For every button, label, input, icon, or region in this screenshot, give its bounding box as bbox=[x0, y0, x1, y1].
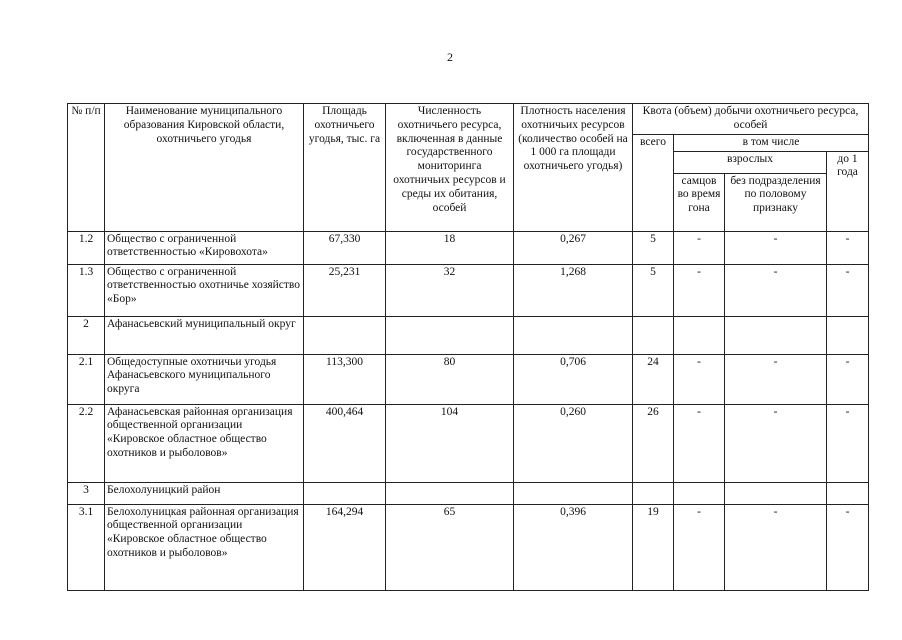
header-area: Площадь охотничьего угодья, тыс. га bbox=[304, 104, 386, 232]
cell-males: - bbox=[674, 404, 725, 482]
cell-name: Белохолуницкая районная организация общественной организации «Кировское областное общество охотников и рыболовов» bbox=[105, 504, 304, 590]
cell-count: 32 bbox=[386, 264, 514, 316]
table-row bbox=[68, 316, 869, 354]
cell-area bbox=[304, 316, 386, 354]
cell-under1: - bbox=[827, 354, 869, 404]
header-adults: взрослых bbox=[674, 151, 827, 173]
cell-under1: - bbox=[827, 264, 869, 316]
table-header bbox=[68, 104, 869, 232]
table-row bbox=[68, 231, 869, 264]
cell-count: 80 bbox=[386, 354, 514, 404]
cell-under1 bbox=[827, 316, 869, 354]
cell-density: 0,396 bbox=[514, 504, 633, 590]
cell-name: Общедоступные охотничьи угодья Афанасьевского муниципального округа bbox=[105, 354, 304, 404]
cell-count bbox=[386, 482, 514, 504]
cell-males: - bbox=[674, 264, 725, 316]
cell-num: 1.2 bbox=[68, 231, 105, 264]
cell-total bbox=[633, 482, 674, 504]
cell-area: 67,330 bbox=[304, 231, 386, 264]
cell-density: 0,267 bbox=[514, 231, 633, 264]
cell-count: 65 bbox=[386, 504, 514, 590]
cell-count: 18 bbox=[386, 231, 514, 264]
cell-nosex bbox=[725, 482, 827, 504]
cell-name: Белохолуницкий район bbox=[105, 482, 304, 504]
cell-num: 2.1 bbox=[68, 354, 105, 404]
cell-total: 5 bbox=[633, 231, 674, 264]
cell-males: - bbox=[674, 354, 725, 404]
cell-density: 0,260 bbox=[514, 404, 633, 482]
header-under1: до 1 года bbox=[827, 151, 869, 231]
cell-name: Общество с ограниченной ответственностью охотничье хозяйство «Бор» bbox=[105, 264, 304, 316]
cell-density bbox=[514, 316, 633, 354]
header-density: Плотность населения охотничьих ресурсов (количество особей на 1 000 га площади охотничьего угодья) bbox=[514, 104, 633, 232]
cell-under1 bbox=[827, 482, 869, 504]
header-nosex: без подразделения по половому признаку bbox=[725, 173, 827, 231]
cell-under1: - bbox=[827, 504, 869, 590]
header-name: Наименование муниципального образования Кировской области, охотничьего угодья bbox=[105, 104, 304, 232]
header-including: в том числе bbox=[674, 134, 869, 151]
cell-total bbox=[633, 316, 674, 354]
table-row bbox=[68, 354, 869, 404]
cell-density: 0,706 bbox=[514, 354, 633, 404]
header-total: всего bbox=[633, 134, 674, 231]
cell-area: 400,464 bbox=[304, 404, 386, 482]
cell-num: 2.2 bbox=[68, 404, 105, 482]
cell-nosex: - bbox=[725, 504, 827, 590]
cell-name: Афанасьевская районная организация общественной организации «Кировское областное общество охотников и рыболовов» bbox=[105, 404, 304, 482]
cell-density: 1,268 bbox=[514, 264, 633, 316]
cell-total: 26 bbox=[633, 404, 674, 482]
cell-males: - bbox=[674, 504, 725, 590]
cell-num: 2 bbox=[68, 316, 105, 354]
cell-area bbox=[304, 482, 386, 504]
cell-total: 19 bbox=[633, 504, 674, 590]
table-row bbox=[68, 404, 869, 482]
cell-under1: - bbox=[827, 404, 869, 482]
cell-nosex: - bbox=[725, 404, 827, 482]
header-males: самцов во время гона bbox=[674, 173, 725, 231]
cell-num: 3.1 bbox=[68, 504, 105, 590]
header-num: № п/п bbox=[68, 104, 105, 232]
cell-num: 1.3 bbox=[68, 264, 105, 316]
cell-area: 164,294 bbox=[304, 504, 386, 590]
cell-area: 25,231 bbox=[304, 264, 386, 316]
table-row bbox=[68, 264, 869, 316]
cell-nosex: - bbox=[725, 354, 827, 404]
cell-under1: - bbox=[827, 231, 869, 264]
page-number: 2 bbox=[447, 50, 453, 64]
cell-count bbox=[386, 316, 514, 354]
cell-name: Общество с ограниченной ответственностью «Кировохота» bbox=[105, 231, 304, 264]
table-row bbox=[68, 482, 869, 504]
cell-num: 3 bbox=[68, 482, 105, 504]
cell-total: 5 bbox=[633, 264, 674, 316]
cell-nosex: - bbox=[725, 264, 827, 316]
cell-males bbox=[674, 316, 725, 354]
cell-males: - bbox=[674, 231, 725, 264]
cell-area: 113,300 bbox=[304, 354, 386, 404]
cell-nosex: - bbox=[725, 231, 827, 264]
table-row bbox=[68, 504, 869, 590]
header-count: Численность охотничьего ресурса, включенная в данные государственного мониторинга охотничьих ресурсов и среды их обитания, особей bbox=[386, 104, 514, 232]
cell-males bbox=[674, 482, 725, 504]
cell-nosex bbox=[725, 316, 827, 354]
quota-table bbox=[67, 103, 869, 591]
cell-count: 104 bbox=[386, 404, 514, 482]
header-quota: Квота (объем) добычи охотничьего ресурса, особей bbox=[633, 104, 869, 135]
cell-total: 24 bbox=[633, 354, 674, 404]
cell-density bbox=[514, 482, 633, 504]
cell-name: Афанасьевский муниципальный округ bbox=[105, 316, 304, 354]
table-body bbox=[68, 231, 869, 590]
